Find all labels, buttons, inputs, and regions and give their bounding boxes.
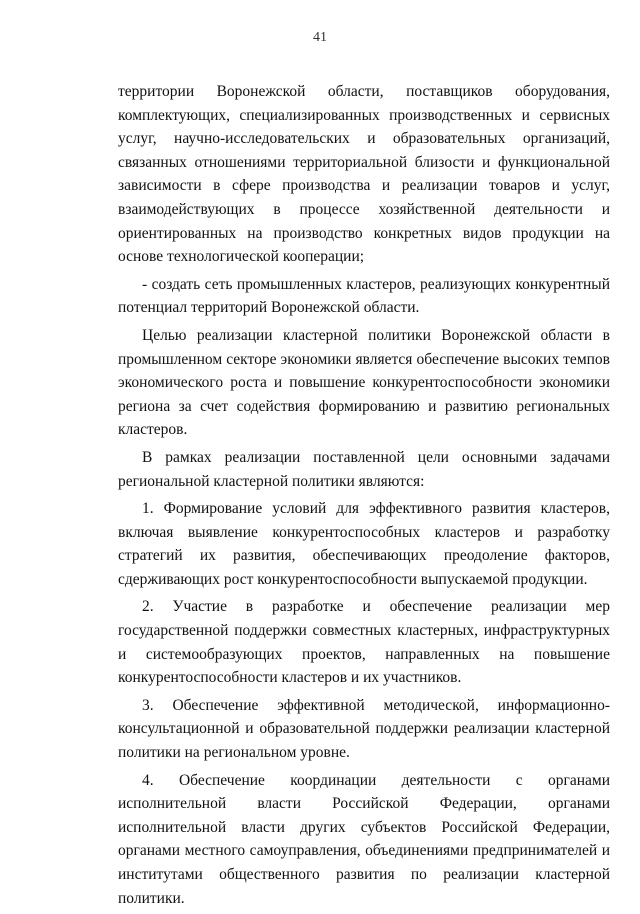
- paragraph-task-1: 1. Формирование условий для эффективного развития кластеров, включая выявление конкурентоспособных кластеров и разработку стратегий их развития, обеспечивающих преодоление факторов, сдерживающих рост конкурентоспособности выпускаемой продукции.: [118, 500, 610, 588]
- paragraph-network-task: - создать сеть промышленных кластеров, реализующих конкурентный потенциал территорий Воронежской области.: [118, 275, 610, 317]
- paragraph-continuation: территории Воронежской области, поставщиков оборудования, комплектующих, специализированных производственных и сервисных услуг, научно-исследовательских и образовательных организаций, связанных отношениями территориальной близости и функциональной зависимости в сфере производства и реализации товаров и услуг, взаимодействующих в процессе хозяйственной деятельности и ориентированных на производство конкретных видов продукции на основе технологической кооперации;: [118, 83, 610, 266]
- paragraph-task-2: 2. Участие в разработке и обеспечение реализации мер государственной поддержки совместных кластерных, инфраструктурных и системообразующих проектов, направленных на повышение конкурентоспособности кластеров и их участников.: [118, 598, 610, 687]
- document-body: [118, 80, 610, 914]
- paragraph-task-4: 4. Обеспечение координации деятельности с органами исполнительной власти Российской Федерации, органами исполнительной власти других субъектов Российской Федерации, органами местного самоуправления, объединениями предпринимателей и институтами общественного развития по реализации кластерной политики.: [118, 771, 610, 907]
- paragraph-policy-goal: Целью реализации кластерной политики Воронежской области в промышленном секторе экономики является обеспечение высоких темпов экономического роста и повышение конкурентоспособности экономики региона за счет содействия формированию и развитию региональных кластеров.: [118, 326, 610, 439]
- paragraph-tasks-intro: В рамках реализации поставленной цели основными задачами региональной кластерной политики являются:: [118, 448, 610, 490]
- paragraph-task-3: 3. Обеспечение эффективной методической, информационно-консультационной и образовательной поддержки реализации кластерной политики на региональном уровне.: [118, 696, 610, 762]
- page-number: 41: [313, 30, 327, 45]
